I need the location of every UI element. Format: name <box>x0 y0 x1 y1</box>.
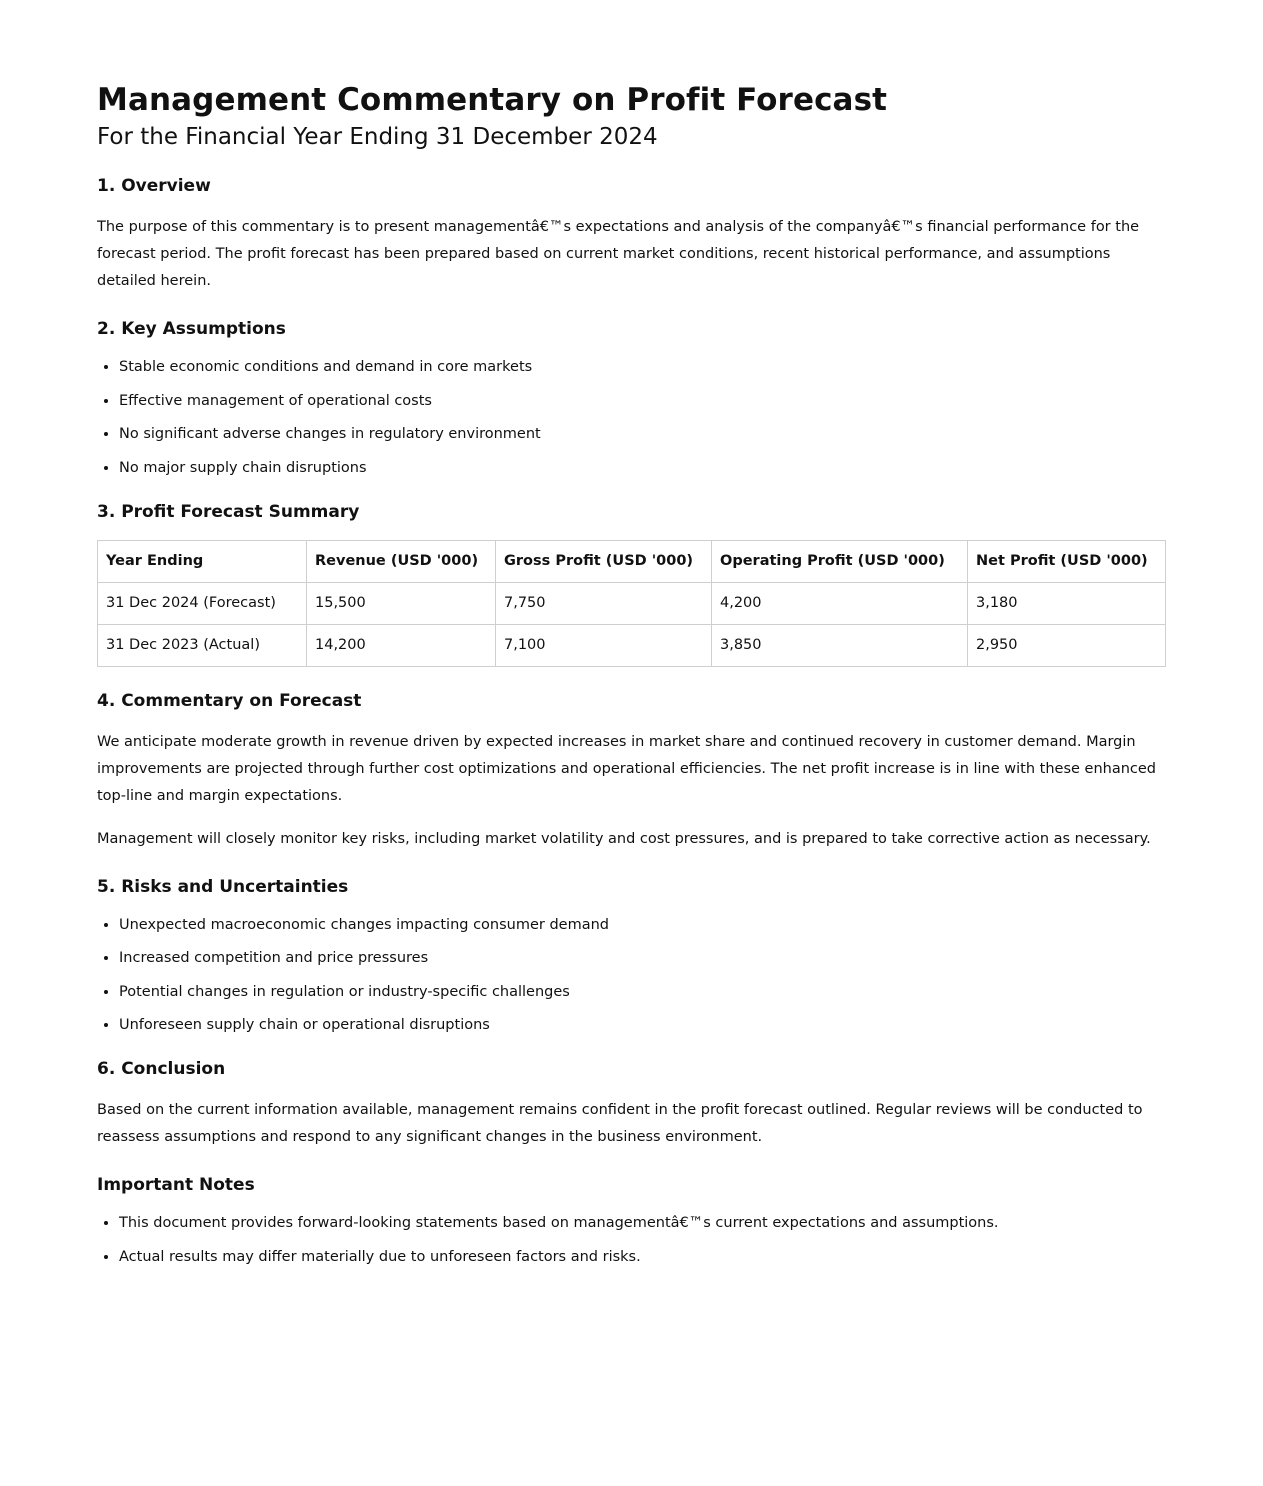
profit-forecast-table <box>97 540 1166 667</box>
table-cell: 4,200 <box>712 582 968 624</box>
overview-heading: 1. Overview <box>97 176 211 196</box>
table-cell: 31 Dec 2024 (Forecast) <box>98 582 307 624</box>
table-cell: 31 Dec 2023 (Actual) <box>98 624 307 666</box>
list-item: • Potential changes in regulation or industry-specific challenges <box>119 982 1166 1002</box>
summary-section <box>97 500 1166 667</box>
table-cell: 2,950 <box>968 624 1166 666</box>
list-item: • This document provides forward-looking statements based on managementâ€™s current expectations and assumptions. <box>119 1213 1166 1233</box>
commentary-paragraph: Management will closely monitor key risks, including market volatility and cost pressures, and is prepared to take corrective action as necessary. <box>97 830 1151 847</box>
summary-heading: 3. Profit Forecast Summary <box>97 501 360 522</box>
list-item: • No significant adverse changes in regulatory environment <box>119 424 1166 444</box>
table-cell: 15,500 <box>307 582 496 624</box>
overview-text: The purpose of this commentary is to present managementâ€™s expectations and analysis of the companyâ€™s financial performance for the forecast period. The profit forecast has been prepared based on current market conditions, recent historical performance, and assumptions detailed herein. <box>97 219 1140 289</box>
risks-section <box>97 875 1166 1036</box>
overview-section <box>97 174 1166 295</box>
commentary-section <box>97 689 1166 853</box>
notes-heading: Important Notes <box>97 1175 255 1195</box>
table-header-row <box>98 540 1166 582</box>
table-cell: 14,200 <box>307 624 496 666</box>
table-cell: 7,750 <box>496 582 712 624</box>
assumptions-section <box>97 317 1166 478</box>
risks-list <box>97 915 1166 1036</box>
conclusion-heading: 6. Conclusion <box>97 1059 226 1079</box>
table-cell: 3,850 <box>712 624 968 666</box>
column-header: Net Profit (USD '000) <box>968 540 1166 582</box>
list-item: • Stable economic conditions and demand in core markets <box>119 357 1166 377</box>
document-subtitle: For the Financial Year Ending 31 December 2024 <box>97 124 658 150</box>
column-header: Year Ending <box>98 540 307 582</box>
assumptions-heading: 2. Key Assumptions <box>97 319 286 339</box>
risks-heading: 5. Risks and Uncertainties <box>97 876 349 897</box>
notes-section <box>97 1173 1166 1267</box>
document-title: Management Commentary on Profit Forecast <box>97 82 888 118</box>
column-header: Operating Profit (USD '000) <box>712 540 968 582</box>
commentary-heading: 4. Commentary on Forecast <box>97 690 362 711</box>
list-item: • Increased competition and price pressures <box>119 948 1166 968</box>
list-item: • No major supply chain disruptions <box>119 458 1166 478</box>
list-item: • Effective management of operational costs <box>119 391 1166 411</box>
notes-list <box>97 1213 1166 1267</box>
document-body[interactable] <box>97 78 1166 1298</box>
table-cell: 7,100 <box>496 624 712 666</box>
column-header: Gross Profit (USD '000) <box>496 540 712 582</box>
table-row <box>98 582 1166 624</box>
list-item: • Unforeseen supply chain or operational disruptions <box>119 1015 1166 1035</box>
list-item: • Unexpected macroeconomic changes impacting consumer demand <box>119 915 1166 935</box>
conclusion-section <box>97 1057 1166 1151</box>
commentary-paragraph: We anticipate moderate growth in revenue driven by expected increases in market share and continued recovery in customer demand. Margin improvements are projected through further cost optimizations and operational efficiencies. The net profit increase is in line with these enhanced top-line and margin expectations. <box>97 733 1157 804</box>
conclusion-text: Based on the current information available, management remains confident in the profit forecast outlined. Regular reviews will be conducted to reassess assumptions and respond to any significant changes in the business environment. <box>97 1102 1143 1145</box>
table-cell: 3,180 <box>968 582 1166 624</box>
list-item: • Actual results may differ materially due to unforeseen factors and risks. <box>119 1247 1166 1267</box>
table-row <box>98 624 1166 666</box>
assumptions-list <box>97 357 1166 478</box>
column-header: Revenue (USD '000) <box>307 540 496 582</box>
